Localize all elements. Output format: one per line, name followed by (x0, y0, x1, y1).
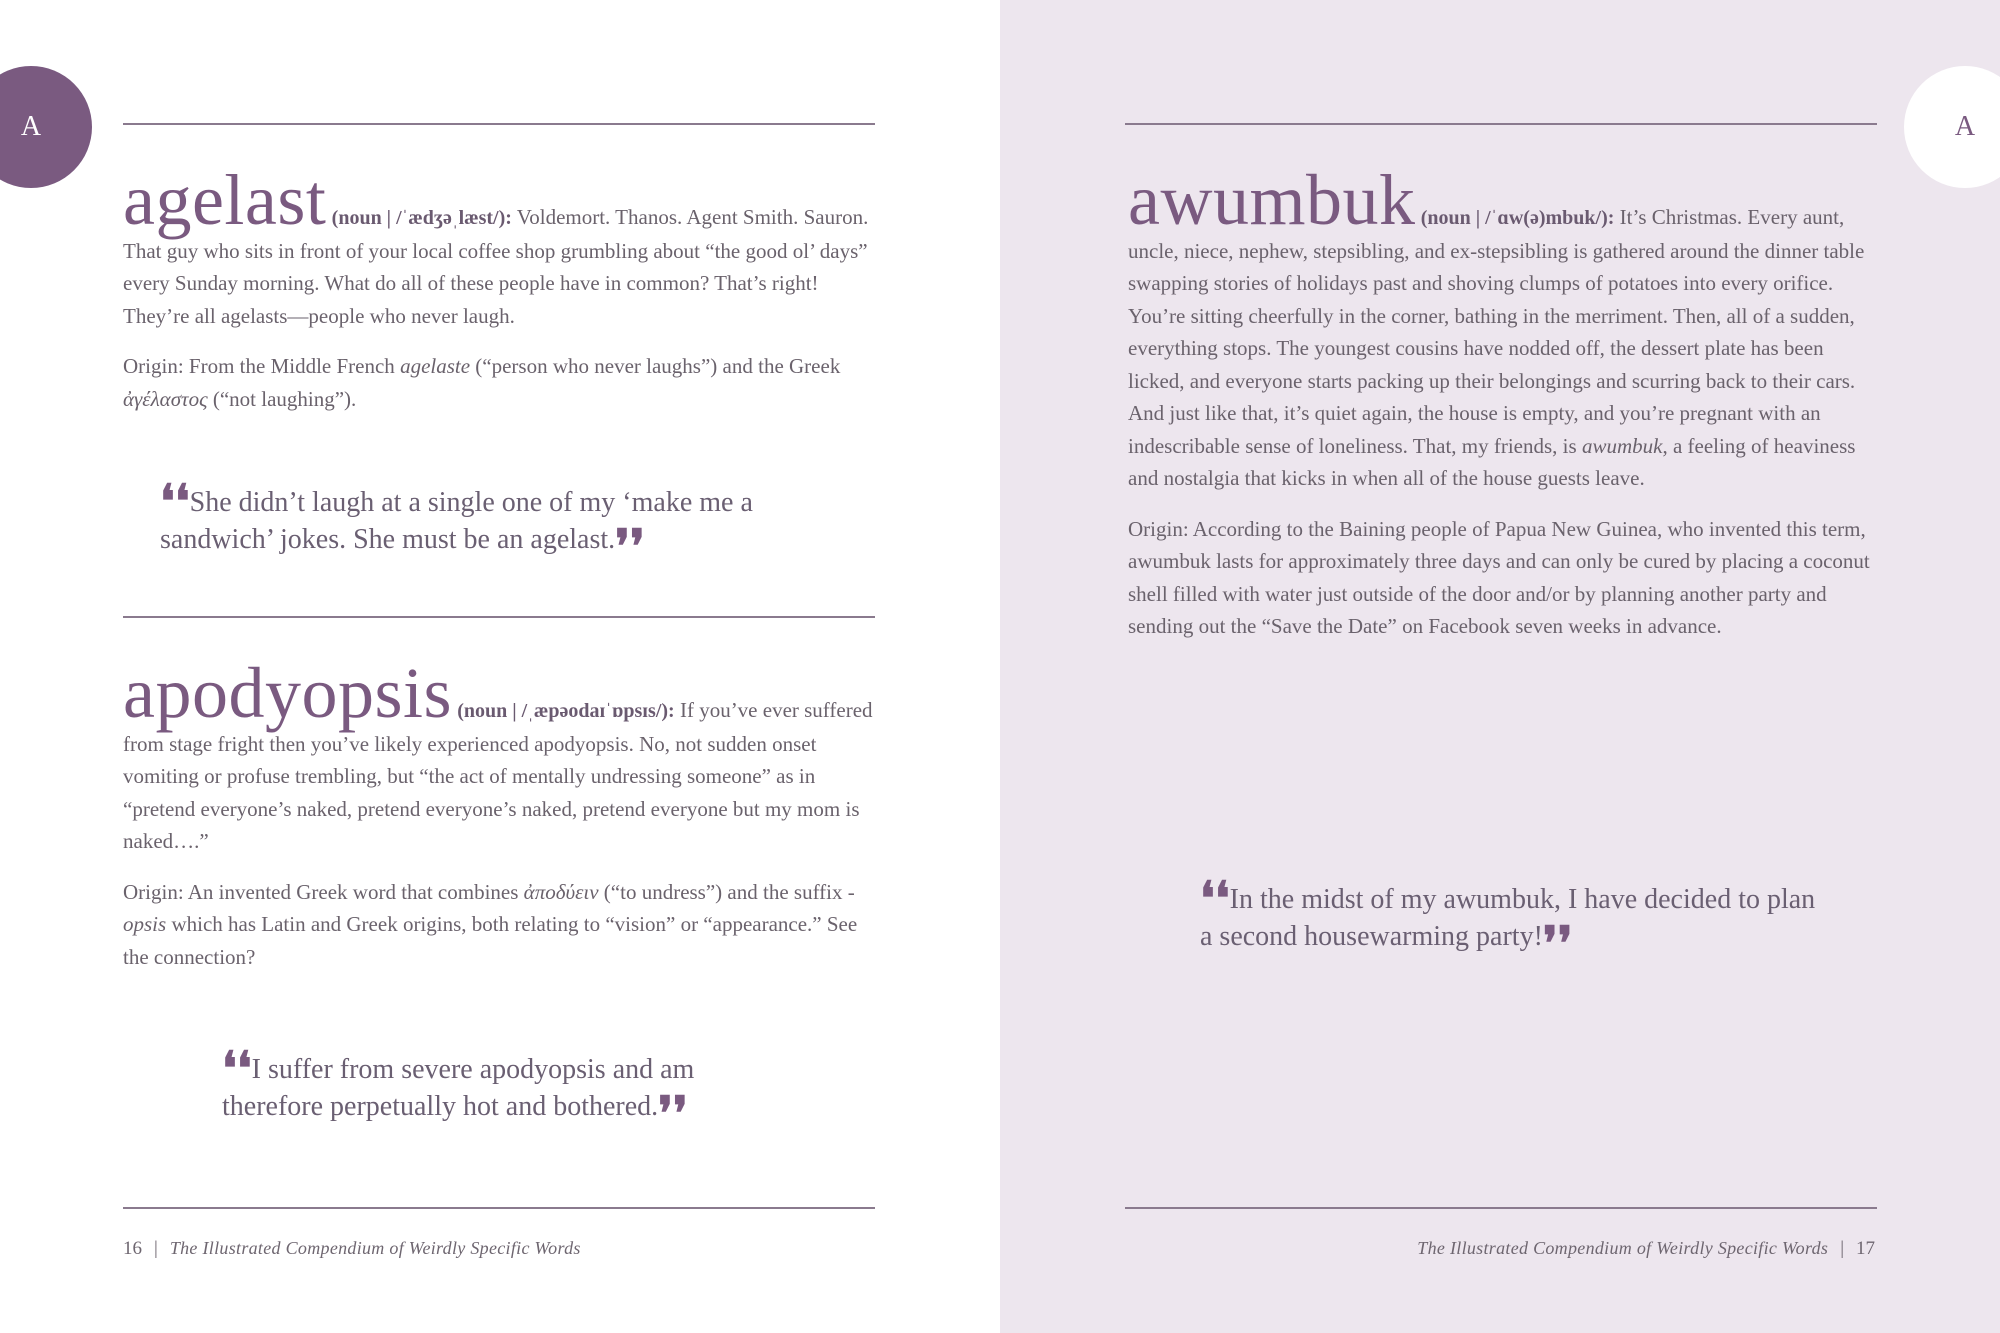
example-quote (160, 474, 840, 573)
quote-text: I suffer from severe apodyopsis and am therefore perpetually hot and bothered. (222, 1054, 695, 1122)
letter-tab-label: A (1954, 111, 1976, 142)
entry-awumbuk (1128, 160, 1880, 643)
grammar-label: (noun | /ˌæpəodaɪˈɒpsɪs/): (457, 700, 675, 722)
origin-text: (“to undress”) and the suffix (598, 879, 848, 904)
entry-apodyopsis (123, 653, 875, 973)
close-quote-icon: ❜❜ (658, 1086, 688, 1140)
page-number: 17 (1856, 1238, 1875, 1259)
footer-separator: | (154, 1238, 158, 1259)
origin: Origin: According to the Baining people of Papua New Guinea, who invented this term, awumbuk lasts for approximately three days and can only be cured by placing a coconut shell filled with water just outside of the door and/or by planning another party and sending out the “Save the Date” on Facebook seven weeks in advance. (1128, 516, 1870, 638)
origin-text: (“not laughing”). (207, 386, 357, 411)
example-quote (1200, 871, 1820, 970)
open-quote-icon: ❛❛ (1200, 871, 1230, 925)
definition-text: , a feeling of heaviness and nostalgia that kicks in when all of the house guests leave. (1128, 433, 1856, 490)
origin-term: ἀγέλαστος (123, 386, 208, 411)
divider (123, 616, 875, 618)
book-title: The Illustrated Compendium of Weirdly Specific Words (169, 1238, 581, 1258)
divider (1125, 1207, 1877, 1209)
entry-agelast (123, 160, 875, 415)
origin (123, 876, 875, 974)
close-quote-icon: ❜❜ (1542, 916, 1573, 970)
definition-text: Voldemort. Thanos. Agent Smith. Sauron. That guy who sits in front of your local coffee shop grumbling about “the good ol’ days” every Sunday morning. What do all of these people have in common? That’s right! They’re all agelasts—people who never laugh. (123, 205, 869, 328)
open-quote-icon: ❛❛ (222, 1041, 252, 1095)
quote-text: In the midst of my awumbuk, I have decided to plan a second housewarming party! (1200, 884, 1816, 952)
origin-text: Origin: An invented Greek word that combines (123, 879, 524, 904)
definition-term: awumbuk (1581, 433, 1663, 458)
page-footer (1417, 1238, 1875, 1260)
page-footer (123, 1238, 581, 1260)
right-page (1000, 0, 2000, 1333)
letter-tab (0, 66, 92, 188)
divider (123, 1207, 875, 1209)
headword: awumbuk (1128, 160, 1416, 240)
letter-tab (1904, 66, 2000, 188)
definition (1128, 160, 1880, 495)
open-quote-icon: ❛❛ (160, 474, 190, 528)
definition-text: It’s Christmas. Every aunt, uncle, niece, nephew, stepsibling, and ex-stepsibling is gathered around the dinner table swapping stories of holidays past and shoving clumps of potatoes into every orifice. You’re sitting cheerfully in the corner, bathing in the merriment. Then, all of a sudden, everything stops. The youngest cousins have nodded off, the dessert plate has been licked, and everyone starts packing up their belongings and scurring back to their cars. And just like that, it’s quiet again, the house is empty, and you’re pregnant with an indescribable sense of loneliness. That, my friends, is (1128, 205, 1865, 458)
example-quote (222, 1041, 782, 1140)
divider (1125, 123, 1877, 125)
close-quote-icon: ❜❜ (615, 519, 645, 573)
letter-tab-label: A (20, 111, 42, 142)
headword: agelast (123, 160, 327, 240)
grammar-label: (noun | /ˈɑw(ə)mbuk/): (1420, 207, 1615, 229)
page-number: 16 (123, 1238, 142, 1259)
grammar-label: (noun | /ˈædʒəˌlæst/): (331, 207, 512, 229)
quote-text: She didn’t laugh at a single one of my ‘make me a sandwich’ jokes. She must be an agelast. (160, 487, 753, 555)
definition (123, 160, 875, 332)
definition-text: If you’ve ever suffered from stage fright then you’ve likely experienced apodyopsis. No, not sudden onset vomiting or profuse trembling, but “the act of mentally undressing someone” as in “pretend everyone’s naked, pretend everyone’s naked, pretend everyone but my mom is naked….” (123, 698, 873, 853)
definition (123, 653, 875, 858)
footer-separator: | (1840, 1238, 1844, 1259)
headword: apodyopsis (123, 653, 452, 733)
origin-term: -opsis (123, 879, 855, 936)
origin-text: Origin: From the Middle French (123, 354, 401, 378)
origin-term: ἀποδύειν (523, 879, 599, 904)
origin-term: agelaste (400, 354, 471, 378)
origin-text: (“person who never laughs”) and the Greek (470, 354, 841, 378)
origin-text: which has Latin and Greek origins, both relating to “vision” or “appearance.” See the connection? (123, 912, 858, 969)
divider (123, 123, 875, 125)
origin (123, 350, 875, 415)
book-title: The Illustrated Compendium of Weirdly Specific Words (1417, 1238, 1829, 1258)
